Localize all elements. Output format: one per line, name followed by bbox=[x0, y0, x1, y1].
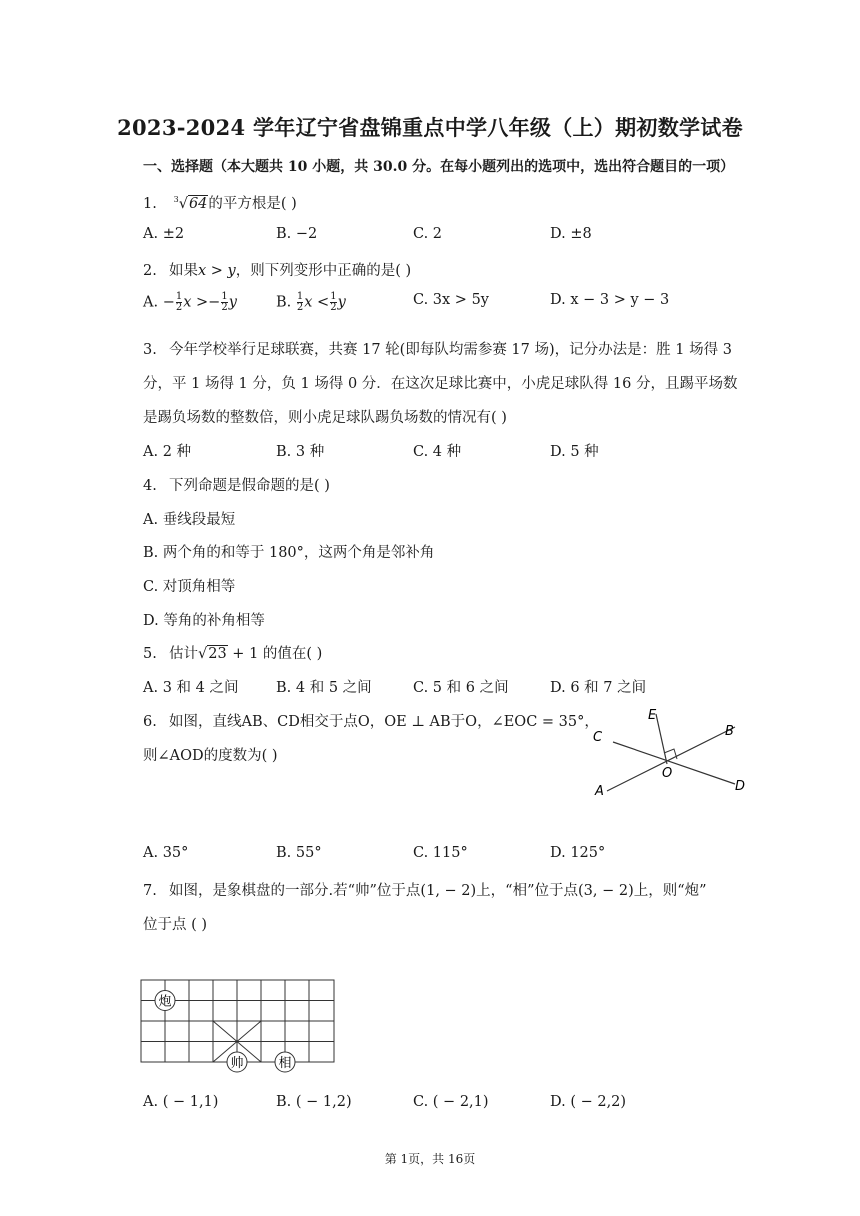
numerator: 1 bbox=[330, 291, 337, 302]
option-b[interactable] bbox=[276, 292, 346, 313]
radical-sign: √ bbox=[178, 196, 188, 212]
numerator: 1 bbox=[175, 291, 183, 302]
option-c[interactable]: C. 5 和 6 之间 bbox=[413, 680, 509, 696]
option-d[interactable]: D. 125° bbox=[550, 845, 606, 861]
option-b[interactable]: B. 3 种 bbox=[276, 444, 325, 460]
radicand: 23 bbox=[208, 646, 227, 662]
radicand: 64 bbox=[188, 196, 208, 212]
question-number: 2. bbox=[143, 263, 157, 279]
question-3 bbox=[143, 338, 732, 359]
option-b[interactable]: B. −2 bbox=[276, 226, 318, 242]
root-index: 3 bbox=[173, 195, 179, 205]
question-text: 如图，是象棋盘的一部分.若“帅”位于点(1, − 2)上，“相”位于点(3, − 2)上，则“炮” bbox=[169, 883, 707, 899]
fraction bbox=[330, 292, 336, 313]
denominator: 2 bbox=[330, 302, 337, 313]
option-b[interactable]: B. 4 和 5 之间 bbox=[276, 680, 372, 696]
question-3-line2: 分，平 1 场得 1 分，负 1 场得 0 分．在这次足球比赛中，小虎足球队得 16 分，且踢平场数 bbox=[143, 376, 738, 392]
label-b: B bbox=[725, 724, 734, 739]
question-number: 3. bbox=[143, 342, 157, 358]
pao-label: 炮 bbox=[158, 994, 172, 1010]
question-7-line2: 位于点 ( ) bbox=[143, 917, 208, 933]
question-text: 如图，直线AB、CD相交于点O，OE ⊥ AB于O，∠EOC = 35°， bbox=[169, 714, 599, 730]
option-a[interactable]: A. 35° bbox=[143, 845, 189, 861]
question-3-line3: 是踢负场数的整数倍，则小虎足球队踢负场数的情况有( ) bbox=[143, 410, 507, 426]
question-text: 下列命题是假命题的是( ) bbox=[169, 478, 330, 494]
option-b[interactable]: B. 55° bbox=[276, 845, 322, 861]
option-d[interactable]: D. ±8 bbox=[550, 226, 592, 242]
question-text: 估计 bbox=[169, 646, 198, 662]
question-text: + 1 的值在( ) bbox=[227, 646, 323, 662]
line-ab bbox=[607, 727, 735, 791]
option-text: x >− bbox=[183, 294, 221, 311]
option-c[interactable]: C. 对顶角相等 bbox=[143, 579, 236, 595]
question-text: 今年学校举行足球联赛，共赛 17 轮(即每队均需参赛 17 场)，记分办法是：胜 1 场得 3 bbox=[169, 342, 732, 358]
shuai-label: 帅 bbox=[230, 1056, 244, 1071]
option-d[interactable]: D. 5 种 bbox=[550, 444, 599, 460]
option-text: y bbox=[337, 294, 346, 311]
option-a[interactable]: A. 3 和 4 之间 bbox=[143, 680, 239, 696]
denominator: 2 bbox=[221, 302, 228, 313]
option-a[interactable]: A. 2 种 bbox=[143, 444, 192, 460]
label-o: O bbox=[662, 766, 673, 781]
option-a[interactable]: A. ±2 bbox=[143, 226, 185, 242]
option-c[interactable]: C. 4 种 bbox=[413, 444, 462, 460]
question-5 bbox=[143, 642, 322, 663]
option-c[interactable]: C. ( − 2,1) bbox=[413, 1094, 489, 1110]
fraction bbox=[176, 292, 182, 313]
option-d[interactable]: D. 6 和 7 之间 bbox=[550, 680, 647, 696]
ray-oe bbox=[656, 714, 667, 764]
question-4 bbox=[143, 474, 330, 495]
option-d[interactable]: D. ( − 2,2) bbox=[550, 1094, 627, 1110]
option-text: x < bbox=[304, 294, 330, 311]
label-d: D bbox=[735, 779, 746, 794]
section-heading: 一、选择题（本大题共 10 小题，共 30.0 分。在每小题列出的选项中，选出符合题目的一项） bbox=[143, 159, 735, 175]
fraction bbox=[297, 292, 303, 313]
radical-sign: √ bbox=[198, 646, 208, 662]
denominator: 2 bbox=[175, 302, 183, 313]
option-b[interactable]: B. ( − 1,2) bbox=[276, 1094, 352, 1110]
question-number: 7. bbox=[143, 883, 157, 899]
numerator: 1 bbox=[221, 291, 228, 302]
option-b[interactable]: B. 两个角的和等于 180°，这两个角是邻补角 bbox=[143, 545, 435, 561]
line-cd bbox=[613, 742, 735, 784]
option-a[interactable]: A. ( − 1,1) bbox=[143, 1094, 219, 1110]
chessboard-figure bbox=[136, 975, 341, 1077]
option-label: A. − bbox=[143, 294, 175, 311]
label-e: E bbox=[648, 708, 657, 723]
option-c[interactable]: C. 115° bbox=[413, 845, 468, 861]
label-a: A bbox=[595, 784, 604, 799]
option-c[interactable]: C. 2 bbox=[413, 226, 443, 242]
question-6 bbox=[143, 710, 599, 731]
question-6-line2: 则∠AOD的度数为( ) bbox=[143, 748, 278, 764]
label-c: C bbox=[593, 730, 603, 745]
question-text: 如果 bbox=[169, 263, 198, 279]
denominator: 2 bbox=[296, 302, 304, 313]
condition: x > y bbox=[198, 263, 236, 279]
page-title: 2023-2024 学年辽宁省盘锦重点中学八年级（上）期初数学试卷 bbox=[117, 115, 743, 140]
question-text: 的平方根是( ) bbox=[208, 196, 297, 212]
option-a[interactable] bbox=[143, 292, 237, 313]
page-footer: 第 1页，共 16页 bbox=[384, 1152, 476, 1166]
question-text: ，则下列变形中正确的是( ) bbox=[235, 263, 412, 279]
intersecting-lines-figure bbox=[585, 700, 760, 805]
question-number: 6. bbox=[143, 714, 157, 730]
option-text: y bbox=[228, 294, 237, 311]
xiang-label: 相 bbox=[278, 1056, 292, 1071]
option-d[interactable]: D. x − 3 > y − 3 bbox=[550, 292, 670, 308]
question-7 bbox=[143, 879, 707, 900]
question-number: 5. bbox=[143, 646, 157, 662]
question-number: 4. bbox=[143, 478, 157, 494]
option-d[interactable]: D. 等角的补角相等 bbox=[143, 613, 265, 629]
question-number: 1. bbox=[143, 196, 157, 212]
option-label: B. bbox=[276, 294, 296, 311]
fraction bbox=[221, 292, 227, 313]
option-c[interactable]: C. 3x > 5y bbox=[413, 292, 489, 308]
question-1 bbox=[143, 192, 297, 213]
numerator: 1 bbox=[296, 291, 304, 302]
option-a[interactable]: A. 垂线段最短 bbox=[143, 512, 236, 528]
question-2 bbox=[143, 259, 411, 280]
